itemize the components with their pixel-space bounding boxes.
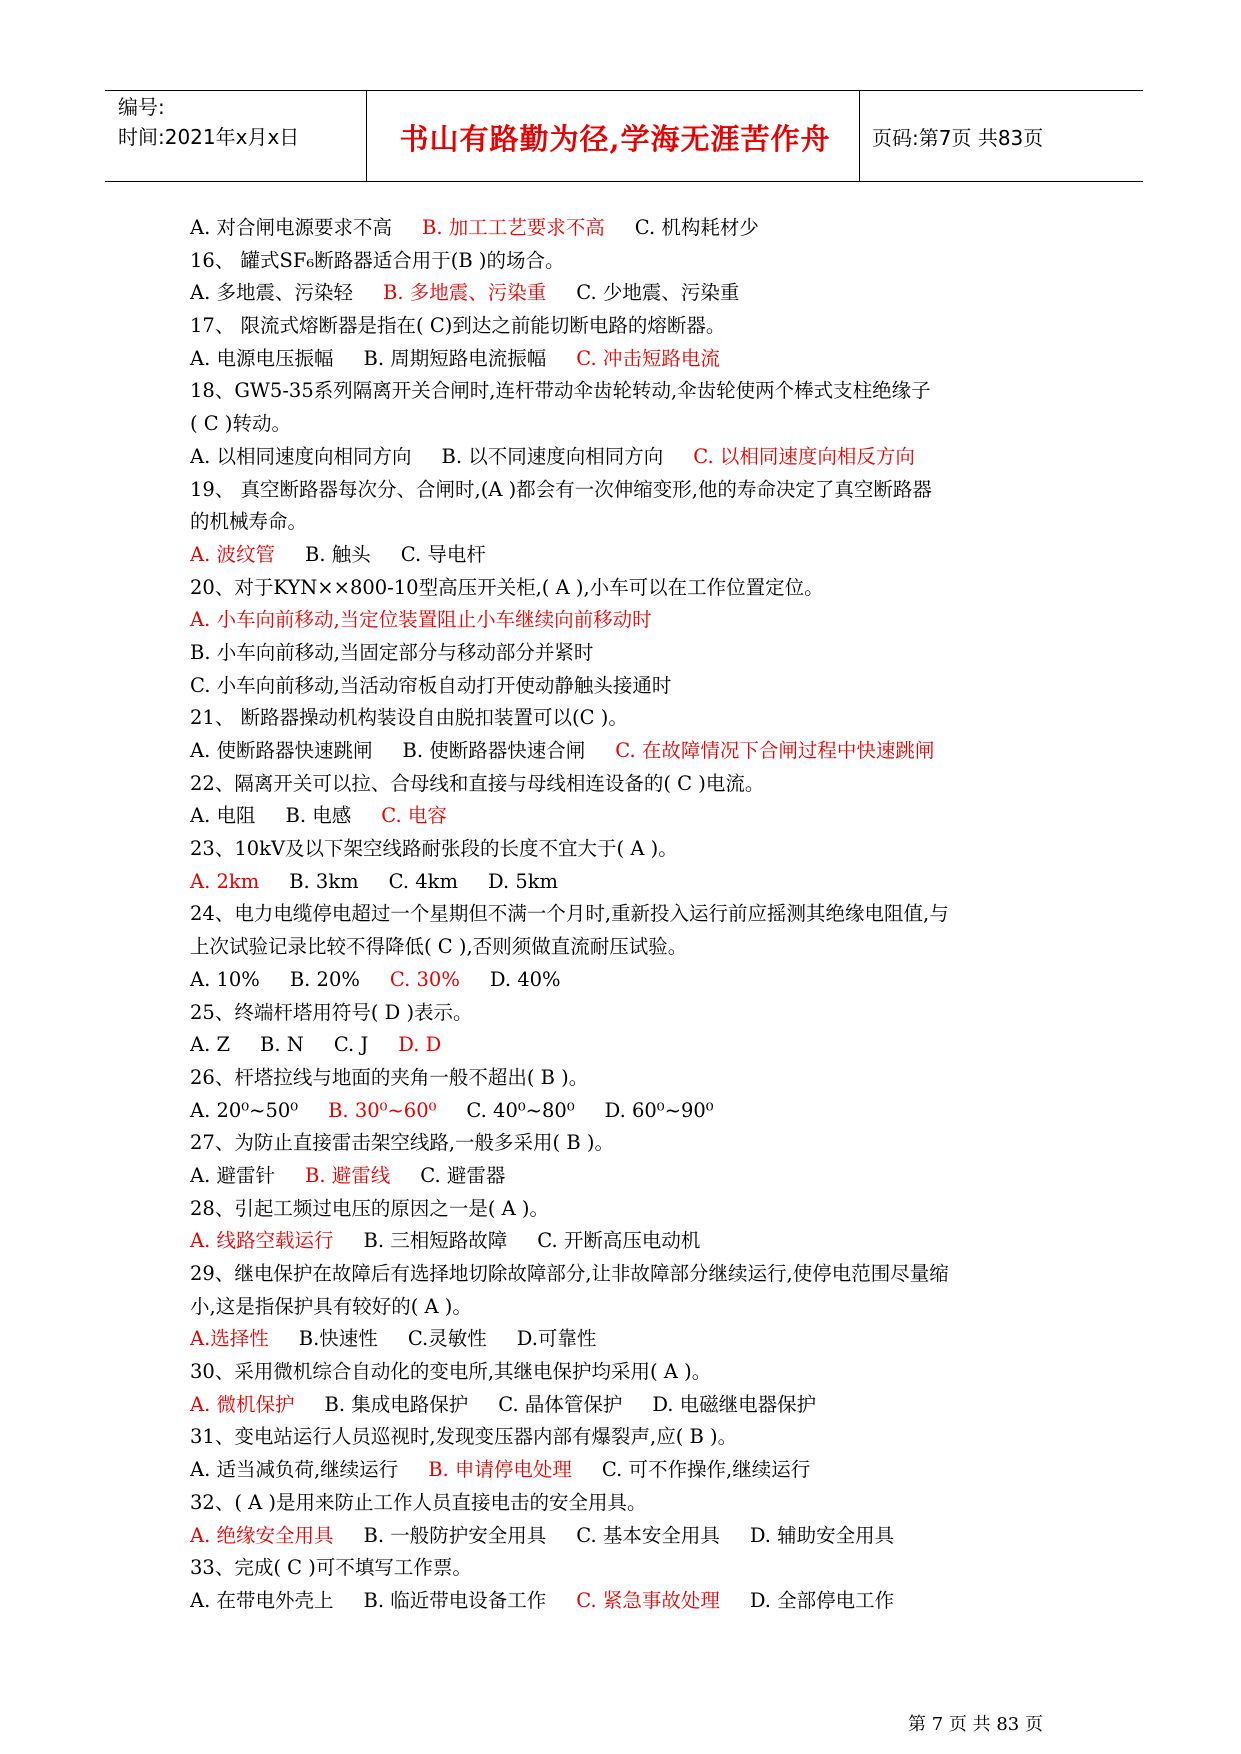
- option-row: [190, 539, 516, 572]
- header-divider-left: [366, 90, 367, 182]
- option: B. 周期短路电流振幅: [363, 346, 547, 370]
- option-row: [190, 277, 769, 310]
- header-left-block: [118, 92, 299, 152]
- option-row: [190, 1389, 846, 1422]
- option: B.快速性: [298, 1327, 378, 1351]
- question-text: 22、隔离开关可以拉、合母线和直接与母线相连设备的( C )电流。: [190, 771, 765, 795]
- question-list: [190, 212, 1070, 1618]
- question-text: 28、引起工频过电压的原因之一是( A )。: [190, 1196, 550, 1220]
- option-row: [190, 1029, 471, 1062]
- option: C. J: [333, 1033, 369, 1057]
- header-rule-bottom: [105, 181, 1143, 182]
- question-text: 33、完成( C )可不填写工作票。: [190, 1556, 472, 1580]
- question-continuation: 小,这是指保护具有较好的( A )。: [190, 1294, 472, 1318]
- option: D. 全部停电工作: [749, 1588, 895, 1612]
- option-row: [190, 343, 750, 376]
- option: A. Z: [190, 1033, 231, 1057]
- answer-option: C. 30%: [389, 967, 460, 991]
- answer-option: A. 波纹管: [190, 542, 275, 566]
- option-row: [190, 866, 588, 899]
- option-row: [190, 1095, 744, 1128]
- option: A. 避雷针: [190, 1163, 275, 1187]
- answer-option: A. 微机保护: [190, 1392, 295, 1416]
- option: D.可靠性: [516, 1327, 597, 1351]
- option: B. 一般防护安全用具: [363, 1523, 547, 1547]
- option: A. 在带电外壳上: [190, 1588, 334, 1612]
- question-text: 31、变电站运行人员巡视时,发现变压器内部有爆裂声,应( B )。: [190, 1425, 738, 1449]
- answer-option: A. 2km: [190, 869, 260, 893]
- header-page-number: 页码:第7页 共83页: [872, 126, 1044, 150]
- question-text: 30、采用微机综合自动化的变电所,其继电保护均采用( A )。: [190, 1360, 712, 1384]
- question-text: 19、 真空断路器每次分、合闸时,(A )都会有一次伸缩变形,他的寿命决定了真空断路器: [190, 477, 932, 501]
- question-text: 16、 罐式SF₆断路器适合用于(B )的场合。: [190, 248, 565, 272]
- answer-option: C. 以相同速度向相反方向: [693, 444, 915, 468]
- document-number: 编号:: [118, 95, 165, 119]
- option: D. 60⁰~90⁰: [604, 1098, 714, 1122]
- option: C. 4km: [388, 869, 458, 893]
- option: C. 开断高压电动机: [537, 1229, 701, 1253]
- option: B. 临近带电设备工作: [363, 1588, 547, 1612]
- option-row: [190, 441, 945, 474]
- question-continuation: 上次试验记录比较不得降低( C ),否则须做直流耐压试验。: [190, 935, 688, 959]
- option-row: [190, 1225, 730, 1258]
- option: C.灵敏性: [407, 1327, 487, 1351]
- header-rule-top: [105, 90, 1143, 91]
- option: D. 5km: [488, 869, 559, 893]
- question-text: 20、对于KYN××800-10型高压开关柜,( A ),小车可以在工作位置定位。: [190, 575, 824, 599]
- option-row: [190, 964, 591, 997]
- option-row: [190, 1323, 626, 1356]
- option-row: [190, 1520, 924, 1553]
- document-time: 时间:2021年x月x日: [118, 125, 300, 149]
- question-text: 18、GW5-35系列隔离开关合闸时,连杆带动伞齿轮转动,伞齿轮使两个棒式支柱绝缘子: [190, 379, 931, 403]
- question-text: 32、( A )是用来防止工作人员直接电击的安全用具。: [190, 1490, 647, 1514]
- option: A. 适当减负荷,继续运行: [190, 1458, 399, 1482]
- option: C. 40⁰~80⁰: [466, 1098, 575, 1122]
- option-row: [190, 800, 477, 833]
- answer-option: B. 多地震、污染重: [382, 281, 547, 305]
- option-row: [190, 637, 623, 670]
- option: A. 20⁰~50⁰: [190, 1098, 299, 1122]
- option: C. 少地震、污染重: [576, 281, 740, 305]
- option: A. 电源电压振幅: [190, 346, 334, 370]
- option: A. 多地震、污染轻: [190, 281, 353, 305]
- option: C. 晶体管保护: [498, 1392, 623, 1416]
- answer-option: A.选择性: [190, 1327, 269, 1351]
- question-text: 23、10kV及以下架空线路耐张段的长度不宜大于( A )。: [190, 837, 678, 861]
- answer-option: B. 30⁰~60⁰: [328, 1098, 437, 1122]
- answer-option: C. 冲击短路电流: [576, 346, 720, 370]
- option: B. 触头: [304, 542, 371, 566]
- page-footer: 第 7 页 共 83 页: [908, 1714, 1043, 1735]
- option: B. 使断路器快速合闸: [402, 739, 586, 762]
- option: C. 小车向前移动,当活动帘板自动打开使动静触头接通时: [190, 673, 672, 697]
- option: A. 电阻: [190, 804, 256, 828]
- option: A. 以相同速度向相同方向: [190, 444, 412, 468]
- option: B. 3km: [289, 869, 359, 893]
- answer-option: A. 绝缘安全用具: [190, 1523, 334, 1547]
- option: D. 40%: [489, 967, 561, 991]
- answer-option: A. 线路空载运行: [190, 1229, 334, 1253]
- option-row: [190, 1454, 840, 1487]
- option: B. 电感: [285, 804, 352, 828]
- option: B. 三相短路故障: [363, 1229, 508, 1253]
- answer-option: C. 在故障情况下合闸过程中快速跳闸: [615, 739, 935, 762]
- option-row: [190, 735, 964, 768]
- option: A. 对合闸电源要求不高: [190, 216, 392, 239]
- answer-option: D. D: [398, 1033, 442, 1057]
- option: B. 小车向前移动,当固定部分与移动部分并紧时: [190, 640, 594, 664]
- option: A. 10%: [190, 967, 260, 991]
- option: D. 电磁继电器保护: [652, 1392, 817, 1416]
- option: A. 使断路器快速跳闸: [190, 739, 373, 762]
- question-continuation: 的机械寿命。: [190, 510, 308, 534]
- question-text: 17、 限流式熔断器是指在( C)到达之前能切断电路的熔断器。: [190, 314, 726, 338]
- option: C. 基本安全用具: [576, 1523, 720, 1547]
- answer-option: B. 加工工艺要求不高: [421, 216, 605, 239]
- option-row: [190, 1160, 535, 1193]
- option-row: [190, 1585, 924, 1618]
- header-motto: 书山有路勤为径,学海无涯苦作舟: [399, 122, 831, 156]
- option: D. 辅助安全用具: [749, 1523, 895, 1547]
- option: B. 以不同速度向相同方向: [441, 444, 664, 468]
- option-row: [190, 670, 701, 703]
- question-text: 26、杆塔拉线与地面的夹角一般不超出( B )。: [190, 1065, 589, 1089]
- option: B. N: [260, 1033, 304, 1057]
- answer-option: C. 电容: [381, 804, 447, 828]
- question-text: 24、电力电缆停电超过一个星期但不满一个月时,重新投入运行前应摇测其绝缘电阻值,与: [190, 902, 949, 926]
- question-text: 29、继电保护在故障后有选择地切除故障部分,让非故障部分继续运行,使停电范围尽量缩: [190, 1262, 949, 1285]
- question-continuation: ( C )转动。: [190, 412, 292, 436]
- option: B. 20%: [289, 967, 360, 991]
- answer-option: A. 小车向前移动,当定位装置阻止小车继续向前移动时: [190, 608, 652, 632]
- option: C. 可不作操作,继续运行: [601, 1458, 811, 1482]
- answer-option: B. 避雷线: [304, 1163, 391, 1187]
- answer-option: B. 申请停电处理: [428, 1458, 572, 1482]
- question-text: 25、终端杆塔用符号( D )表示。: [190, 1000, 473, 1024]
- option: C. 机构耗材少: [634, 216, 759, 239]
- option: B. 集成电路保护: [324, 1392, 469, 1416]
- answer-option: C. 紧急事故处理: [576, 1588, 720, 1612]
- question-text: 21、 断路器操动机构装设自由脱扣装置可以(C )。: [190, 706, 628, 730]
- option: C. 避雷器: [420, 1163, 506, 1187]
- option-row: [190, 212, 789, 245]
- option: C. 导电杆: [400, 542, 486, 566]
- option-row: [190, 604, 682, 637]
- question-text: 27、为防止直接雷击架空线路,一般多采用( B )。: [190, 1131, 614, 1155]
